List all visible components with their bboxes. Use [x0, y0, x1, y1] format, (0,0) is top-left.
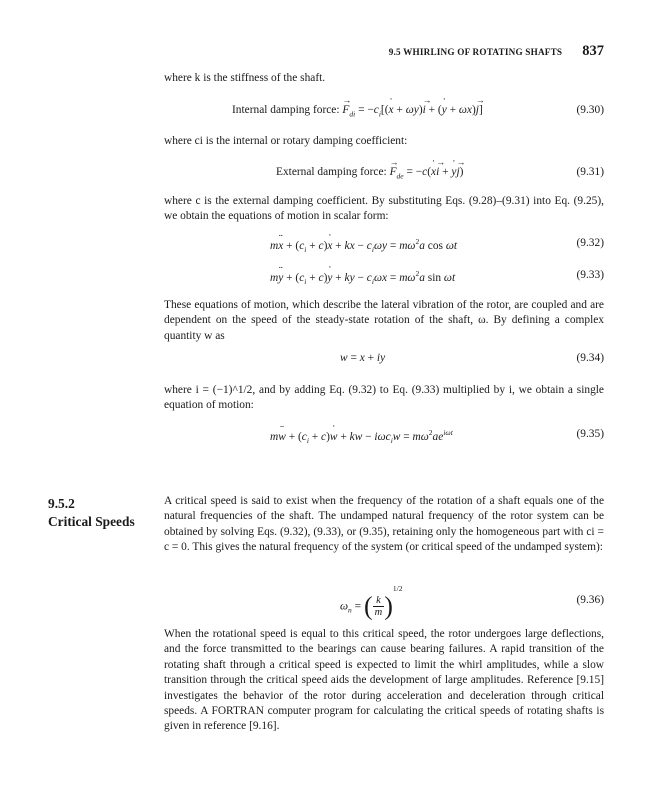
equation-9-31-label: External damping force:: [276, 166, 387, 178]
equation-9-34: [164, 352, 604, 372]
equation-9-32-number: (9.32): [576, 237, 604, 249]
equation-9-35: [164, 428, 604, 448]
equation-9-32: [164, 237, 604, 257]
side-heading-title: Critical Speeds: [48, 514, 135, 529]
running-header: [0, 42, 604, 60]
equation-9-30-expression: → $F_{di}$ = $-c_i[(˙$ x + ωy)→ i + (˙ y + ωx)→ j]: [342, 104, 482, 116]
equation-9-30-label: Internal damping force:: [232, 104, 340, 116]
equation-9-31-expression: → $F_{de}$ = −c(˙ x→ i + ˙ y→ j): [390, 166, 464, 178]
paragraph-complex-definition: where i = (−1)^1/2, and by adding Eq. (9.32) to Eq. (9.33) multiplied by i, we obtain a single equation of motion:: [164, 384, 604, 412]
equation-9-31-body: [276, 166, 463, 180]
equation-9-33-expression: m¨ $y + (c_i$ + c)˙ y + ky − $c_i\omega x = m\omega^2a$ sin ωt: [270, 269, 455, 286]
equation-9-31: [164, 166, 604, 186]
equation-9-30-number: (9.30): [576, 104, 604, 116]
page-number: 837: [582, 43, 604, 59]
paragraph-critical-speed-effects: When the rotational speed is equal to this critical speed, the rotor undergoes large deflections, and the force transmitted to the bearings can cause bearing failures. A rapid transition of the rotating shaft through a critical speed is expected to limit the whirl amplitudes, while a slow transition through the critical speed aids the development of large amplitudes. Reference [9.15] investigates the behavior of the rotor during acceleration and deceleration through critical speeds. A FORTRAN computer program for calculating the critical speeds of rotating shafts is given in reference [9.16].: [164, 628, 604, 733]
equation-9-31-number: (9.31): [576, 166, 604, 178]
equation-9-34-expression: w = x + iy: [340, 352, 386, 364]
equation-9-30: [164, 104, 604, 124]
paragraph-external-damping: where c is the external damping coefficient. By substituting Eqs. (9.28)–(9.31) into Eq. (9.25), we obtain the equations of motion in scalar form:: [164, 195, 604, 223]
equation-9-35-expression: m¨ $w + (c_i$ + c)˙ w + kw − $i\omega c_iw = m\omega^2ae^{i\omega t}$: [270, 428, 453, 445]
equation-9-36: [164, 582, 604, 622]
side-heading-number: 9.5.2: [48, 496, 75, 511]
running-section-title: 9.5 WHIRLING OF ROTATING SHAFTS: [388, 47, 563, 57]
equation-9-33: [164, 269, 604, 289]
equation-9-36-expression: $\omega_n$ = ( $\frac{k}{m}$ )$^{1/2}$: [340, 584, 403, 621]
equation-9-36-number: (9.36): [576, 594, 604, 606]
equation-9-34-number: (9.34): [576, 352, 604, 364]
equation-9-32-expression: m¨ $x + (c_i$ + c)˙ x + kx − $c_i\omega y = m\omega^2a$ cos ωt: [270, 237, 457, 254]
paragraph-critical-speed-definition: A critical speed is said to exist when the frequency of the rotation of a shaft equals one of the natural frequencies of the shaft. The undamped natural frequency of the rotor system can be obtained by solving Eqs. (9.32), (9.33), or (9.35), retaining only the homogeneous part with ci = c = 0. This gives the natural frequency of the system (or critical speed of the undamped system):: [164, 495, 604, 554]
equation-9-35-number: (9.35): [576, 428, 604, 440]
paragraph-internal-damping: where ci is the internal or rotary damping coefficient:: [164, 135, 408, 147]
equation-9-30-body: [232, 104, 483, 118]
paragraph-coupled-equations: These equations of motion, which describe the lateral vibration of the rotor, are coupled and are dependent on the speed of the steady-state rotation of the shaft, ω. By defining a complex quantity w as: [164, 299, 604, 342]
side-heading: [48, 495, 135, 531]
paragraph-stiffness: where k is the stiffness of the shaft.: [164, 72, 326, 84]
equation-9-33-number: (9.33): [576, 269, 604, 281]
